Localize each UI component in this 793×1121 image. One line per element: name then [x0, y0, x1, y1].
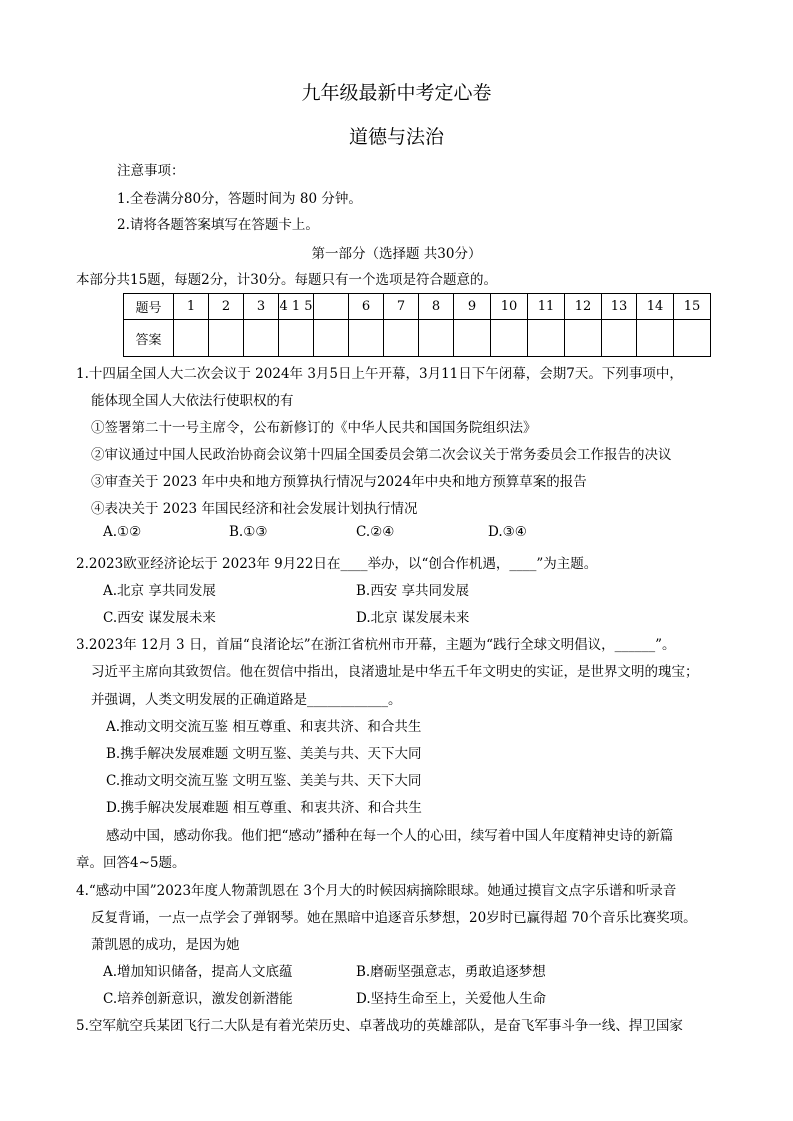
- q1-option-d[interactable]: D.③④: [488, 524, 527, 540]
- question-number-cell: 10: [491, 294, 528, 320]
- q1-statement-2: ②审议通过中国人民政治协商会议第十四届全国委员会第二次会议关于常务委员会工作报告的决议: [91, 447, 672, 463]
- passage-line1: 感动中国，感动你我。他们把“感动”播种在每一个人的心田，续写着中国人年度精神史诗的新篇: [106, 828, 674, 844]
- question-number-cell: 15: [674, 294, 711, 320]
- question-number-cell: 8: [419, 294, 454, 320]
- q4-option-c[interactable]: C.培养创新意识，激发创新潜能: [103, 991, 293, 1007]
- notice-heading: 注意事项：: [117, 163, 185, 179]
- q1-option-b[interactable]: B.①③: [229, 524, 268, 540]
- q2-stem: 2.2023欧亚经济论坛于 2023年 9月22日在____举办，以“创合作机遇，____”为主题。: [76, 556, 598, 572]
- answer-table: [123, 293, 711, 357]
- answer-cell[interactable]: [279, 320, 314, 357]
- answer-cell[interactable]: [419, 320, 454, 357]
- question-number-cell: 4 1 5: [279, 294, 314, 320]
- exam-title: 九年级最新中考定心卷: [301, 82, 492, 104]
- answer-cell[interactable]: [637, 320, 674, 357]
- question-number-cell: 11: [528, 294, 565, 320]
- q1-option-a[interactable]: A.①②: [103, 524, 142, 540]
- subject-title: 道德与法治: [348, 126, 444, 148]
- q3-stem-line3: 并强调，人类文明发展的正确道路是____________。: [91, 692, 402, 708]
- question-number-cell: 14: [637, 294, 674, 320]
- q4-stem-line3: 萧凯恩的成功，是因为她: [91, 937, 240, 953]
- q2-option-d[interactable]: D.北京 谋发展未来: [356, 610, 470, 626]
- q1-option-c[interactable]: C.②④: [356, 524, 395, 540]
- q5-stem-line1: 5.空军航空兵某团飞行二大队是有着光荣历史、卓著战功的英雄部队，是奋飞军事斗争一线、捍卫国家: [76, 1018, 683, 1034]
- q4-stem-line2: 反复背诵，一点一点学会了弹钢琴。她在黑暗中追逐音乐梦想，20岁时已赢得超 70个音乐比赛奖项。: [91, 910, 697, 926]
- answer-cell[interactable]: [314, 320, 349, 357]
- passage-line2: 章。回答4~5题。: [76, 855, 186, 871]
- answer-cell[interactable]: [174, 320, 209, 357]
- q3-option-a[interactable]: A.推动文明交流互鉴 相互尊重、和衷共济、和合共生: [106, 719, 422, 735]
- question-number-cell: 12: [565, 294, 602, 320]
- q4-stem-line1: 4.“感动中国”2023年度人物萧凯恩在 3个月大的时候因病摘除眼球。她通过摸盲文点字乐谱和听录音: [76, 883, 677, 899]
- q1-stem-line1: 1.十四届全国人大二次会议于 2024年 3月5日上午开幕，3月11日下午闭幕，会期7天。下列事项中，: [76, 366, 683, 382]
- q3-option-c[interactable]: C.推动文明交流互鉴 文明互鉴、美美与共、天下大同: [106, 773, 422, 789]
- question-number-label: 题号: [124, 294, 174, 320]
- answer-cell[interactable]: [491, 320, 528, 357]
- question-number-cell: 9: [454, 294, 491, 320]
- answer-cell[interactable]: [349, 320, 384, 357]
- question-number-cell: 13: [602, 294, 637, 320]
- question-number-cell: 1: [174, 294, 209, 320]
- answer-cell[interactable]: [384, 320, 419, 357]
- part1-intro: 本部分共15题，每题2分，计30分。每题只有一个选项是符合题意的。: [76, 272, 497, 288]
- q3-stem-line1: 3.2023年 12月 3 日，首届“良渚论坛”在浙江省杭州市开幕，主题为“践行全球文明倡议，______”。: [76, 637, 676, 653]
- q4-option-b[interactable]: B.磨砺坚强意志，勇敢追逐梦想: [356, 964, 546, 980]
- answer-cell[interactable]: [244, 320, 279, 357]
- answer-cell[interactable]: [565, 320, 602, 357]
- answer-table-number-row: [124, 294, 711, 320]
- question-number-cell: [314, 294, 349, 320]
- answer-cell[interactable]: [528, 320, 565, 357]
- part1-heading: 第一部分（选择题 共30分）: [311, 246, 482, 262]
- notice-item-1: 1.全卷满分80分，答题时间为 80 分钟。: [117, 191, 362, 207]
- q2-option-a[interactable]: A.北京 享共同发展: [103, 583, 216, 599]
- q4-option-d[interactable]: D.坚持生命至上，关爱他人生命: [356, 991, 547, 1007]
- answer-cell[interactable]: [209, 320, 244, 357]
- question-number-cell: 7: [384, 294, 419, 320]
- q2-option-c[interactable]: C.西安 谋发展未来: [103, 610, 216, 626]
- q1-stem-line2: 能体现全国人大依法行使职权的有: [91, 393, 294, 409]
- answer-cell[interactable]: [454, 320, 491, 357]
- notice-item-2: 2.请将各题答案填写在答题卡上。: [117, 217, 319, 233]
- q3-stem-line2: 习近平主席向其致贺信。他在贺信中指出，良渚遗址是中华五千年文明史的实证，是世界文明的瑰宝；: [91, 664, 699, 680]
- question-number-cell: 2: [209, 294, 244, 320]
- answer-cell[interactable]: [602, 320, 637, 357]
- answer-table-answer-row: [124, 320, 711, 357]
- q2-option-b[interactable]: B.西安 享共同发展: [356, 583, 470, 599]
- q1-statement-4: ④表决关于 2023 年国民经济和社会发展计划执行情况: [91, 501, 418, 517]
- question-number-cell: 3: [244, 294, 279, 320]
- q3-option-d[interactable]: D.携手解决发展难题 相互尊重、和衷共济、和合共生: [106, 800, 422, 816]
- question-number-cell: 6: [349, 294, 384, 320]
- q4-option-a[interactable]: A.增加知识储备，提高人文底蕴: [103, 964, 293, 980]
- answer-cell[interactable]: [674, 320, 711, 357]
- q1-statement-3: ③审查关于 2023 年中央和地方预算执行情况与2024年中央和地方预算草案的报告: [91, 474, 587, 490]
- answer-label: 答案: [124, 320, 174, 357]
- q1-statement-1: ①签署第二十一号主席令，公布新修订的《中华人民共和国国务院组织法》: [91, 420, 537, 436]
- q3-option-b[interactable]: B.携手解决发展难题 文明互鉴、美美与共、天下大同: [106, 746, 422, 762]
